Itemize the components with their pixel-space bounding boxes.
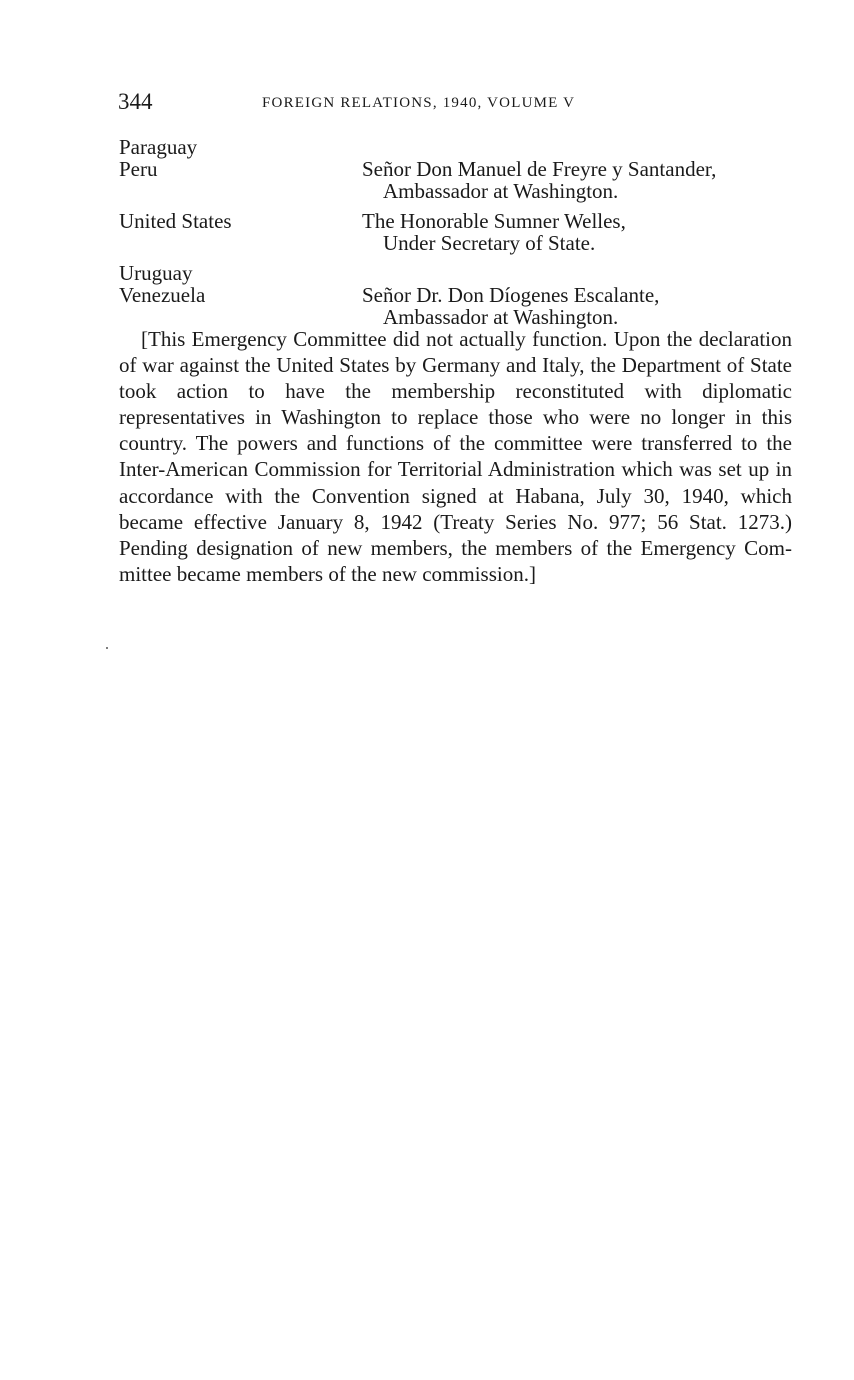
country-name: Peru — [119, 157, 158, 181]
representative-name: Señor Dr. Don Díogenes Escalante, — [362, 283, 660, 307]
representative — [362, 262, 794, 284]
representative-name: Señor Don Manuel de Freyre y Santander, — [362, 157, 717, 181]
representative — [362, 158, 794, 202]
representative-name: The Honorable Sumner Welles, — [362, 209, 626, 233]
representative-title: Under Secretary of State. — [383, 231, 596, 255]
representative-title: Ambassador at Washington. — [383, 305, 619, 329]
list-item — [119, 262, 794, 284]
editorial-note: [This Emergency Committee did not actually function. Upon the declaration of war against the United States by Germany and Italy, the Department of State took action to have the membership reconstituted with diplomatic representatives in Washington to replace those who were no longer in this country. The powers and functions of the committee were transferred to the Inter-American Commission for Territorial Administration which was set up in accordance with the Convention signed at Habana, July 30, 1940, which became effective January 8, 1942 (Treaty Series No. 977; 56 Stat. 1273.) Pending designation of new members, the members of the Emergency Committee became members of the new commission.] — [119, 327, 792, 586]
list-item — [119, 136, 794, 158]
representative-title: Ambassador at Washington. — [383, 179, 619, 203]
country-name: United States — [119, 209, 232, 233]
country-name: Paraguay — [119, 135, 198, 159]
representative — [362, 136, 794, 158]
running-head: FOREIGN RELATIONS, 1940, VOLUME V — [262, 95, 576, 111]
country-name: Uruguay — [119, 261, 193, 285]
representative — [362, 284, 794, 328]
stray-ink-mark — [106, 647, 108, 649]
page-number: 344 — [118, 89, 153, 114]
list-item — [119, 210, 794, 254]
country-name: Venezuela — [119, 283, 206, 307]
representatives-list — [119, 136, 794, 336]
representative — [362, 210, 794, 254]
list-item — [119, 284, 794, 328]
list-item — [119, 158, 794, 202]
